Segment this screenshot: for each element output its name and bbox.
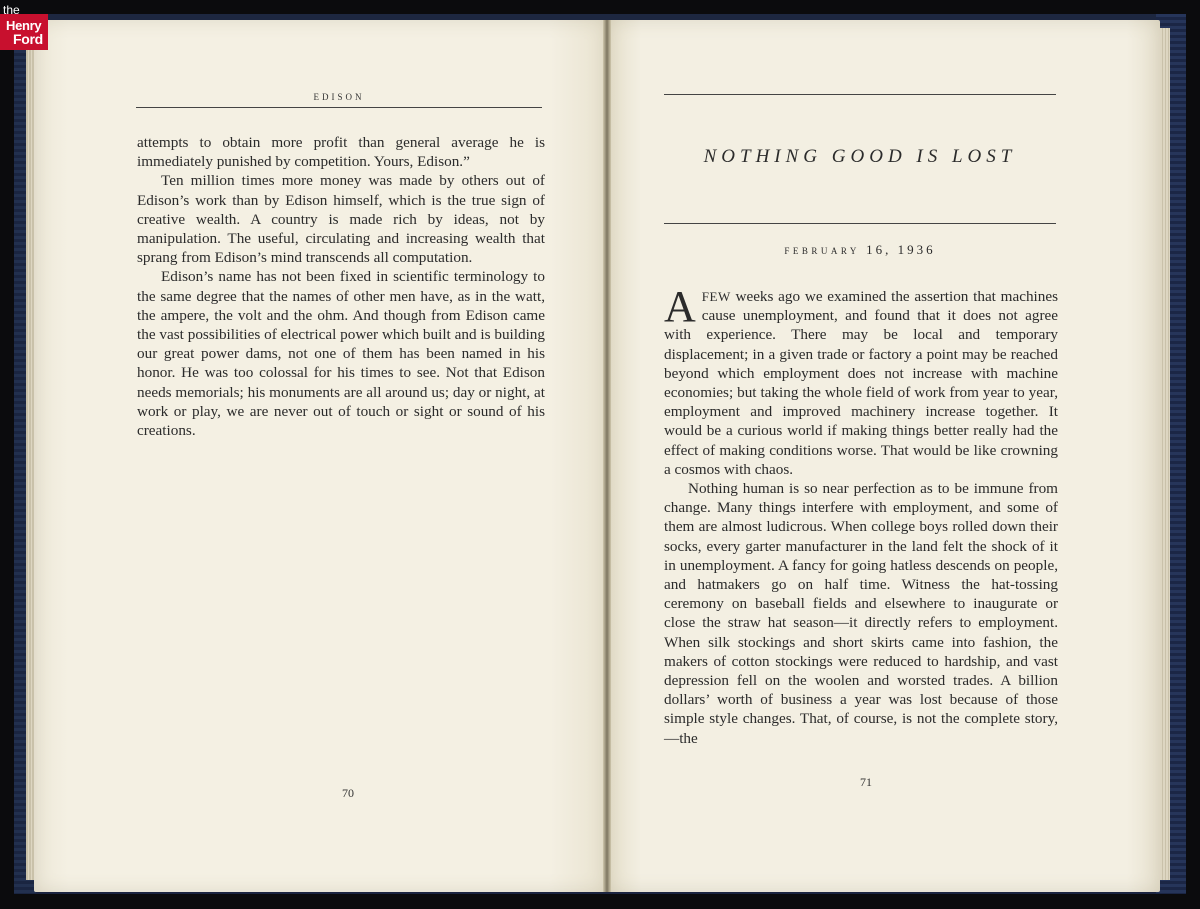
book-gutter	[603, 20, 611, 892]
chapter-top-rule	[664, 94, 1056, 95]
henry-ford-logo	[0, 3, 48, 50]
left-page-body	[137, 133, 545, 440]
right-paragraph-1	[664, 282, 1058, 479]
opening-caps: FEW	[701, 289, 731, 304]
page-number-right: 71	[860, 775, 872, 789]
running-head: EDISON	[313, 92, 365, 102]
chapter-bottom-rule	[664, 223, 1056, 224]
chapter-title: NOTHING GOOD IS LOST	[703, 146, 1017, 167]
logo-the: the	[3, 3, 20, 17]
left-paragraph-2: Ten million times more money was made by others out of Edison’s work than by Edison himself, which is the true sign of creative wealth. A country is made rich by ideas, not by manipulation. The useful, circulating and increasing wealth that sprang from Edison’s mind transcends all computation.	[137, 172, 545, 267]
drop-cap: A	[664, 282, 696, 331]
right-page-body	[664, 282, 1058, 748]
left-paragraph-1: attempts to obtain more profit than general average he is immediately punished by competition. Yours, Edison.”	[137, 134, 545, 171]
right-paragraph-1-text: weeks ago we examined the assertion that machines cause unemployment, and found that it does not agree with experience. There may be local and temporary displacement; in a given trade or factory a point may be reached beyond which employment does not increase with machine economies; but taking the whole field of work from year to year, employment and improved machinery increase together. It would be a curious world if making things better really had the effect of making conditions worse. That would be like crowning a cosmos with chaos.	[664, 288, 1058, 478]
page-stack-right	[1160, 28, 1170, 880]
logo-ford: Ford	[13, 31, 43, 47]
date-month: FEBRUARY	[784, 246, 860, 256]
left-paragraph-3: Edison’s name has not been fixed in scientific terminology to the same degree that the names of other men have, as in the watt, the ampere, the volt and the ohm. And though from Edison came the vast possibilities of electrical power which built and is building our great power dams, not one of them has been named in his honor. He was too colossal for his times to see. Not that Edison needs memorials; his monuments are all around us; day or night, at work or play, we are never out of touch or sight or sound of his creations.	[137, 268, 545, 440]
page-number-left: 70	[342, 786, 354, 800]
date-line	[664, 242, 1056, 258]
running-head-rule	[136, 107, 542, 108]
date-day-year: 16, 1936	[866, 242, 936, 257]
page-stack-left	[26, 30, 34, 880]
right-paragraph-2: Nothing human is so near perfection as to be immune from change. Many things interfere with employment, and some of them are almost ludicrous. When college boys rolled down their socks, every garter manufacturer in the land felt the shock of it in unemployment. A fancy for going hatless descends on people, and hatmakers go on half time. Witness the hat-tossing ceremony on baseball fields and elsewhere to inaugurate or close the straw hat season—it directly refers to employment. When silk stockings and short skirts came into fashion, the makers of cotton stockings were reduced to hardship, and vast depression fell on the woolen and worsted trades. A billion dollars’ worth of business a year was lost because of those simple style changes. That, of course, is not the complete story,—the	[664, 480, 1058, 747]
logo-henry: Henry	[6, 18, 42, 33]
